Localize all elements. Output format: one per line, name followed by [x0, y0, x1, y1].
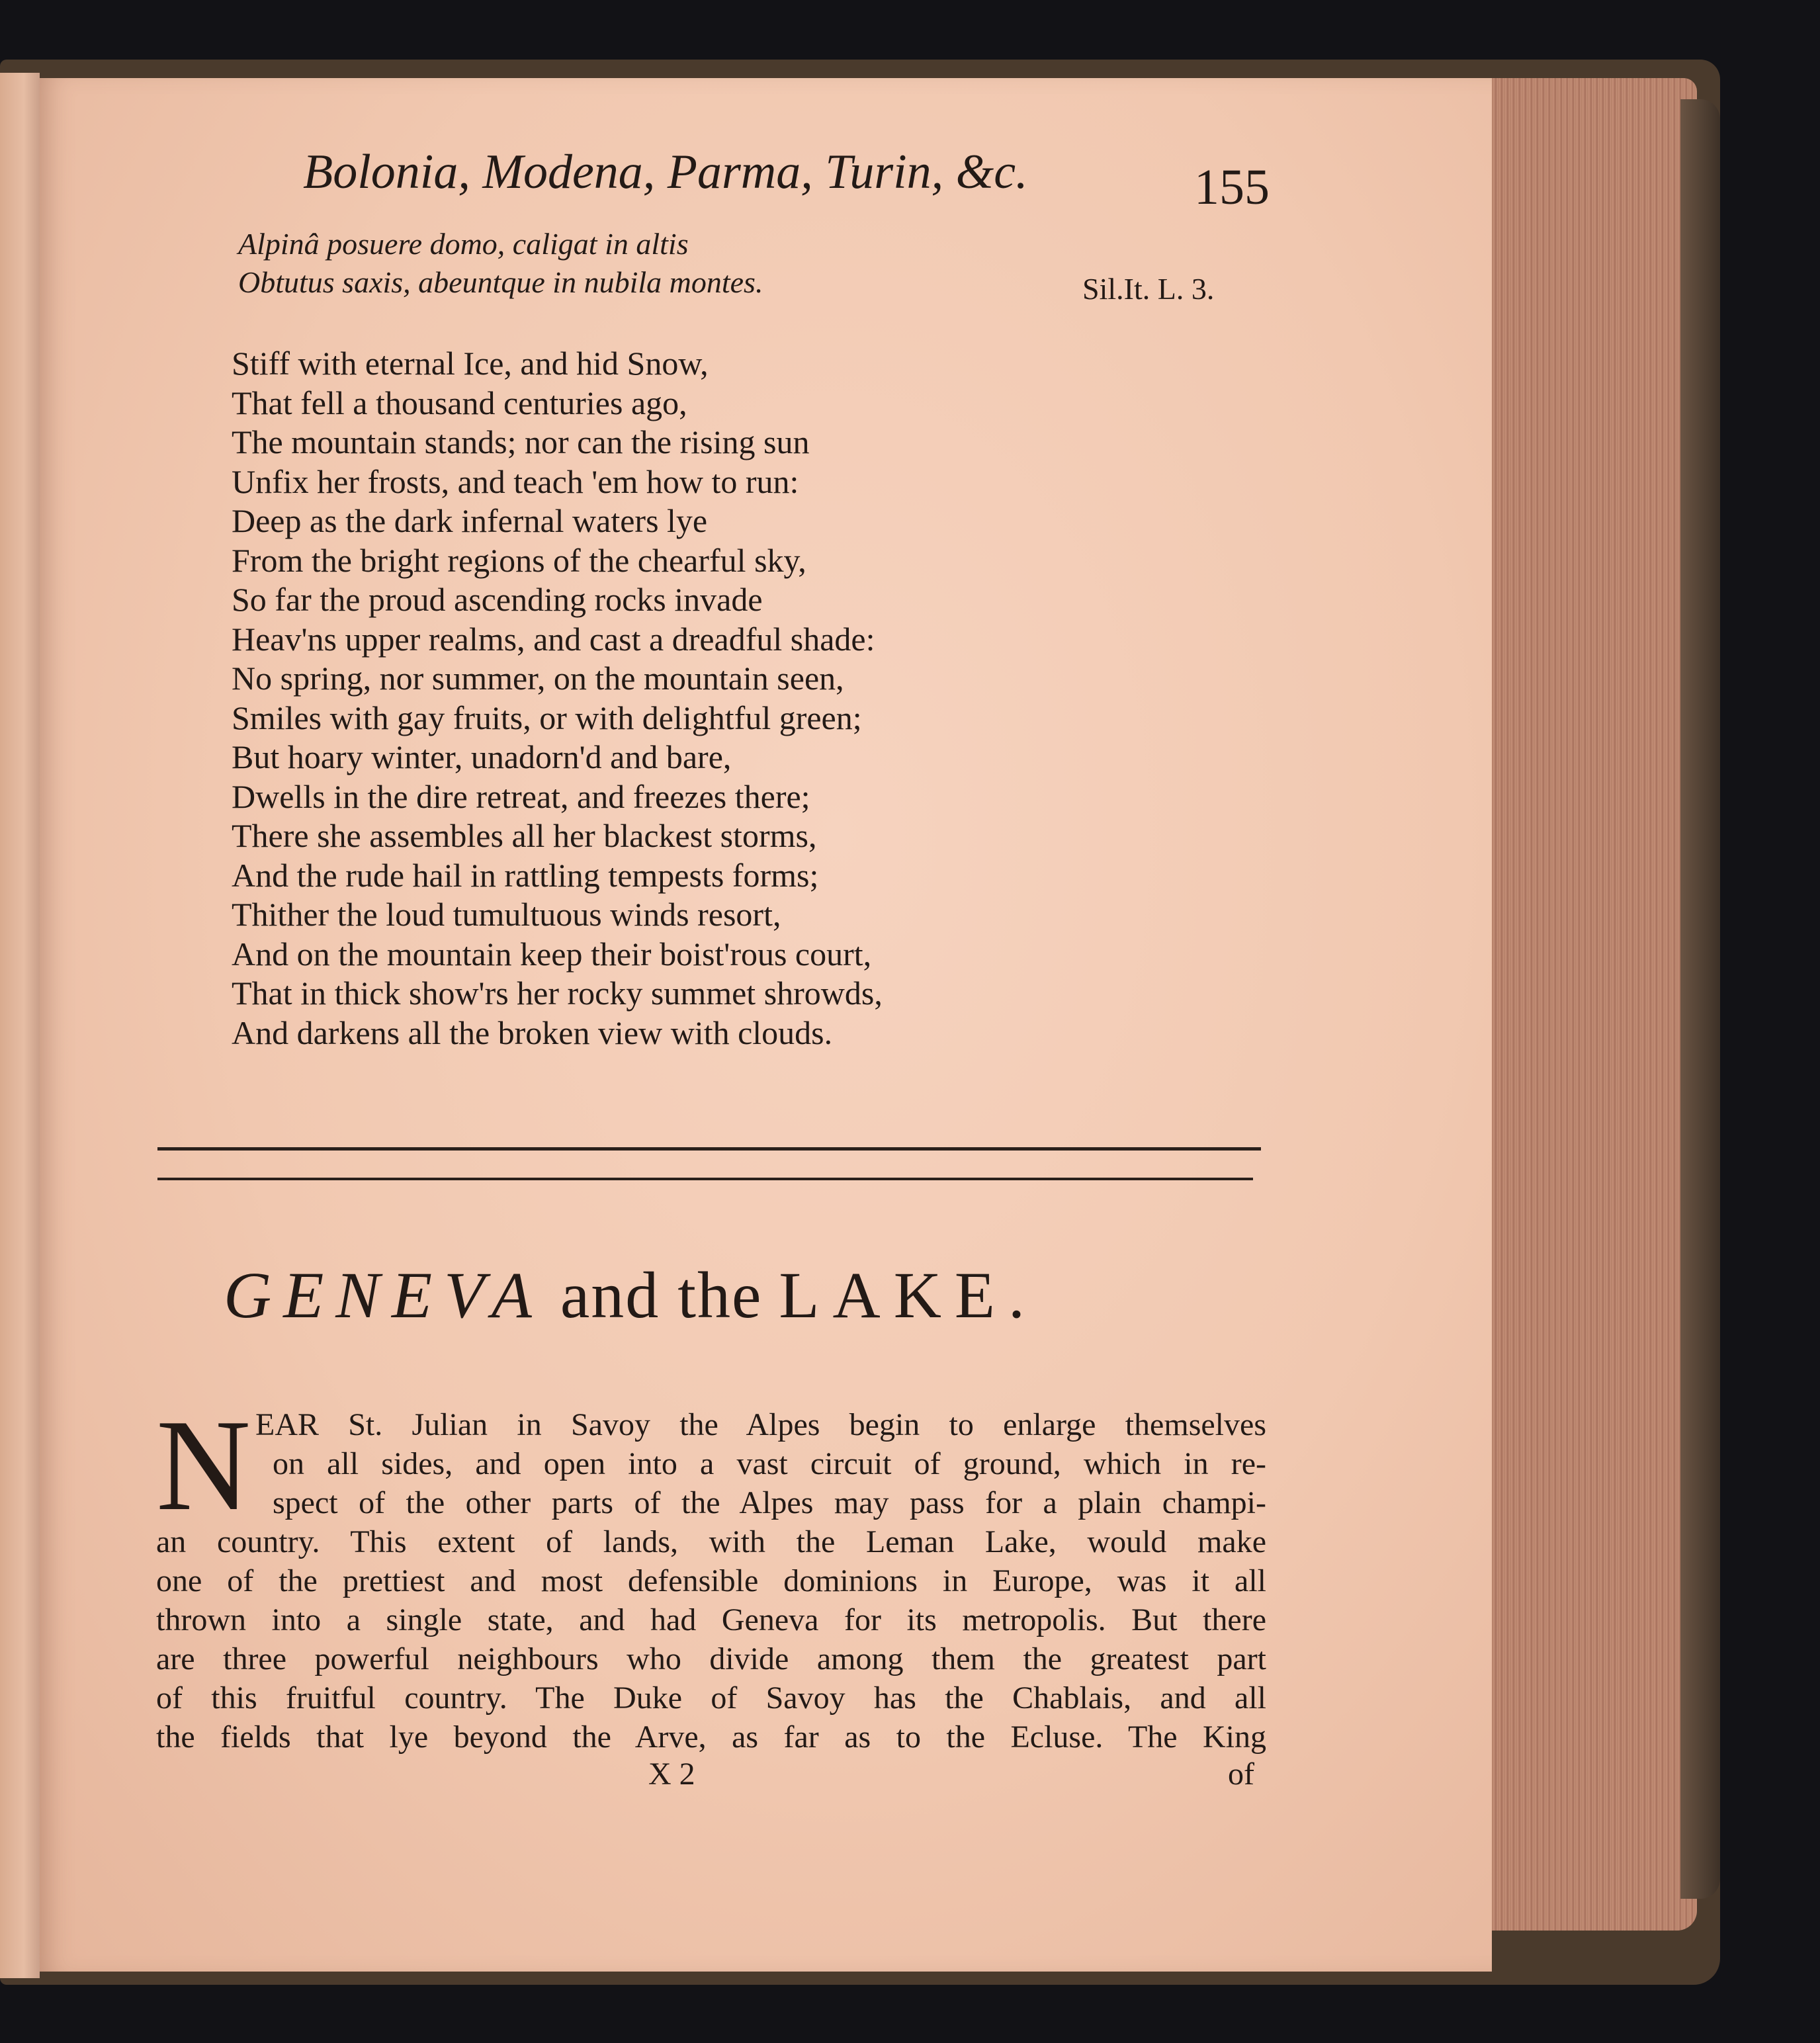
paragraph-line: on all sides, and open into a vast circuit of ground, which in re- [273, 1446, 1266, 1481]
poem-line: Heav'ns upper realms, and cast a dreadful shade: [232, 620, 875, 658]
heading-geneva: GENEVA [224, 1258, 544, 1332]
page-number: 155 [1194, 159, 1270, 215]
paragraph-line: are three powerful neighbours who divide among them the greatest part [156, 1641, 1266, 1676]
paragraph-indented [255, 1405, 1266, 1522]
running-header-title: Bolonia, Modena, Parma, Turin, &c. [303, 145, 1028, 199]
poem-line: From the bright regions of the chearful sky, [232, 541, 806, 579]
poem-line: But hoary winter, unadorn'd and bare, [232, 738, 732, 775]
poem-line: The mountain stands; nor can the rising sun [232, 423, 810, 460]
poem-line: And the rude hail in rattling tempests forms; [232, 856, 819, 894]
paragraph-line: of this fruitful country. The Duke of Savoy has the Chablais, and all [156, 1680, 1266, 1716]
paragraph-body [156, 1522, 1266, 1757]
poem-line: No spring, nor summer, on the mountain seen, [232, 660, 844, 697]
epigraph-line: Obtutus saxis, abeuntque in nubila montes. [238, 265, 763, 299]
double-rule-top [157, 1147, 1261, 1151]
book-spine-shadow [1680, 99, 1720, 1899]
paragraph-line: the fields that lye beyond the Arve, as far as to the Ecluse. The King [156, 1719, 1266, 1755]
paragraph-line: one of the prettiest and most defensible dominions in Europe, was it all [156, 1563, 1266, 1598]
poem-line: Thither the loud tumultuous winds resort, [232, 896, 781, 933]
epigraph [238, 225, 763, 302]
paragraph-line: an country. This extent of lands, with the Leman Lake, would make [156, 1524, 1266, 1559]
epigraph-line: Alpinâ posuere domo, caligat in altis [238, 227, 689, 261]
page-block-fore-edge [1492, 78, 1697, 1931]
paragraph-line: spect of the other parts of the Alpes may pass for a plain champi- [273, 1485, 1266, 1520]
poem-line: Smiles with gay fruits, or with delightful green; [232, 699, 862, 736]
paragraph-line: EAR St. Julian in Savoy the Alpes begin to enlarge themselves [255, 1407, 1266, 1442]
facing-page-edge [0, 73, 40, 1978]
poem-line: There she assembles all her blackest storms, [232, 817, 817, 854]
paragraph-line: thrown into a single state, and had Geneva for its metropolis. But there [156, 1602, 1266, 1637]
poem-translation [232, 344, 883, 1053]
poem-line: Stiff with eternal Ice, and hid Snow, [232, 345, 709, 382]
poem-line: So far the proud ascending rocks invade [232, 581, 763, 618]
poem-line: That fell a thousand centuries ago, [232, 384, 687, 421]
double-rule-bottom [157, 1178, 1253, 1180]
poem-line: That in thick show'rs her rocky summet shrowds, [232, 975, 883, 1012]
catchword: of [1228, 1757, 1254, 1792]
drop-capital: N [156, 1393, 251, 1538]
heading-and-the: and the [560, 1258, 763, 1332]
poem-line: Unfix her frosts, and teach 'em how to run: [232, 462, 799, 500]
signature-mark: X 2 [648, 1757, 695, 1792]
epigraph-citation: Sil.It. L. 3. [1082, 272, 1215, 306]
poem-line: And on the mountain keep their boist'rous court, [232, 935, 872, 973]
poem-line: Dwells in the dire retreat, and freezes there; [232, 777, 810, 815]
poem-line: Deep as the dark infernal waters lye [232, 502, 708, 539]
section-heading [224, 1257, 1282, 1333]
poem-line: And darkens all the broken view with clouds. [232, 1014, 833, 1051]
heading-lake: LAKE. [779, 1258, 1039, 1332]
